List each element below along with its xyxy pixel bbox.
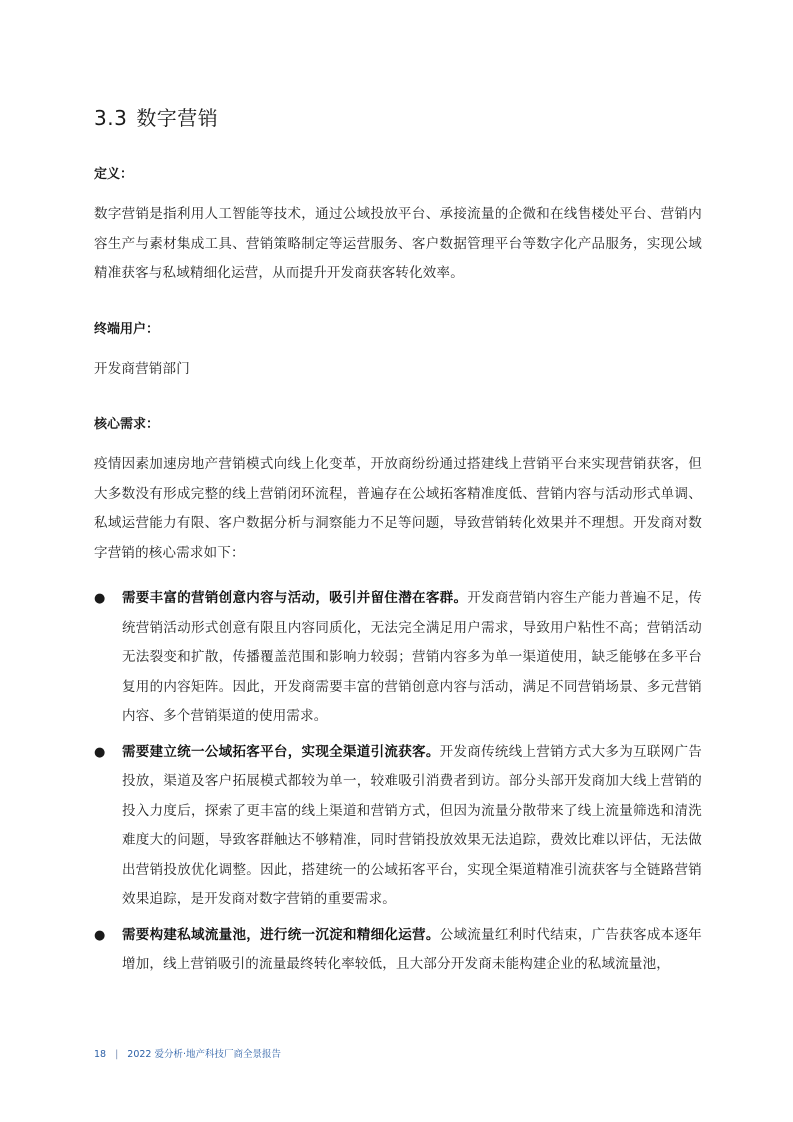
core-needs-list (94, 584, 702, 980)
list-item-body: 公域流量红利时代结束，广告获客成本逐年增加，线上营销吸引的流量最终转化率较低，且大部分开发商未能构建企业的私域流量池， (122, 926, 702, 972)
end-user-text: 开发商营销部门 (94, 361, 190, 377)
list-item-lead: 需要丰富的营销创意内容与活动，吸引并留住潜在客群。 (122, 590, 468, 606)
bullet-icon: ● (94, 591, 106, 606)
list-item-body: 开发商传统线上营销方式大多为互联网广告投放，渠道及客户拓展模式都较为单一，较难吸引消费者到访。部分头部开发商加大线上营销的投入力度后，探索了更丰富的线上渠道和营销方式，但因为流量分散带来了线上流量筛选和清洗难度大的问题，导致客群触达不够精准，同时营销投放效果无法追踪，费效比难以评估，无法做出营销投放优化调整。因此，搭建统一的公域拓客平台，实现全渠道精准引流获客与全链路营销效果追踪，是开发商对数字营销的重要需求。 (122, 743, 702, 907)
list-item (94, 738, 702, 915)
list-item (94, 584, 702, 732)
report-title: 2022 爱分析·地产科技厂商全景报告 (127, 1049, 282, 1060)
section-number: 3.3 (94, 106, 128, 130)
bullet-icon: ● (94, 927, 106, 943)
core-needs-text: 疫情因素加速房地产营销模式向线上化变革，开放商纷纷通过搭建线上营销平台来实现营销获客，但大多数没有形成完整的线上营销闭环流程，普遍存在公域拓客精准度低、营销内容与活动形式单调、私域运营能力有限、客户数据分析与洞察能力不足等问题，导致营销转化效果并不理想。开发商对数字营销的核心需求如下： (94, 456, 702, 561)
bullet-icon: ● (94, 744, 106, 760)
section-title: 数字营销 (136, 106, 219, 130)
definition-label: 定义： (94, 167, 134, 182)
end-user-label: 终端用户： (94, 322, 160, 337)
footer-separator: | (115, 1049, 119, 1060)
section-heading (94, 102, 218, 131)
list-item-body: 开发商营销内容生产能力普遍不足，传统营销活动形式创意有限且内容同质化，无法完全满足用户需求，导致用户粘性不高；营销活动无法裂变和扩散，传播覆盖范围和影响力较弱；营销内容多为单一渠道使用，缺乏能够在多平台复用的内容矩阵。因此，开发商需要丰富的营销创意内容与活动，满足不同营销场景、多元营销内容、多个营销渠道的使用需求。 (122, 590, 703, 724)
page-footer (94, 1046, 281, 1060)
list-item-lead: 需要建立统一公域拓客平台，实现全渠道引流获客。 (122, 743, 440, 760)
page-number: 18 (94, 1049, 107, 1060)
list-item (94, 921, 702, 980)
list-item-lead: 需要构建私域流量池，进行统一沉淀和精细化运营。 (122, 926, 440, 943)
core-needs-label: 核心需求： (94, 417, 160, 432)
definition-text: 数字营销是指利用人工智能等技术，通过公域投放平台、承接流量的企微和在线售楼处平台、营销内容生产与素材集成工具、营销策略制定等运营服务、客户数据管理平台等数字化产品服务，实现公域精准获客与私域精细化运营，从而提升开发商获客转化效率。 (94, 206, 702, 281)
